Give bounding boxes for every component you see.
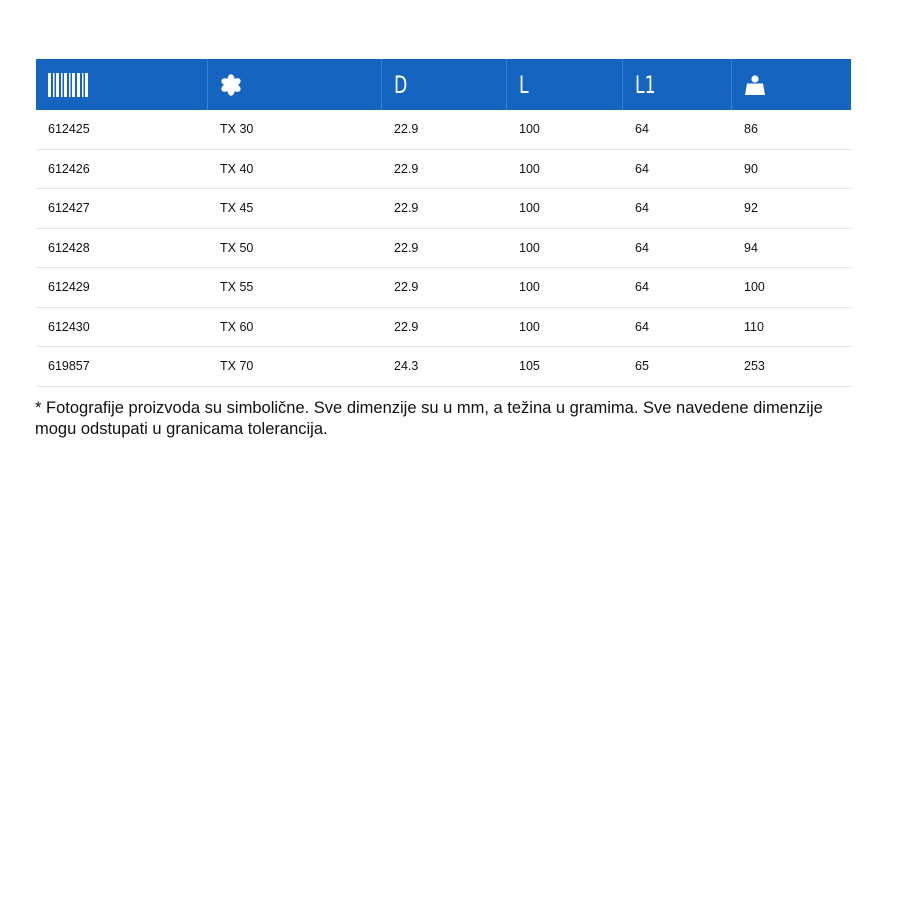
cell-article: 612429 bbox=[48, 280, 90, 295]
header-l bbox=[507, 59, 623, 110]
cell-l1: 64 bbox=[635, 319, 649, 334]
table-row bbox=[36, 308, 851, 348]
cell-l: 100 bbox=[519, 122, 540, 137]
cell-torx: TX 70 bbox=[220, 359, 254, 374]
header-l1 bbox=[623, 59, 732, 110]
cell-torx: TX 30 bbox=[220, 122, 254, 137]
table-row bbox=[36, 150, 851, 190]
cell-weight: 110 bbox=[744, 319, 764, 334]
cell-weight: 92 bbox=[744, 201, 758, 216]
torx-star-icon bbox=[220, 74, 242, 96]
cell-torx: TX 40 bbox=[220, 161, 254, 176]
cell-d: 22.9 bbox=[394, 280, 419, 295]
cell-d: 22.9 bbox=[394, 201, 419, 216]
cell-article: 612426 bbox=[48, 161, 90, 176]
cell-l1: 64 bbox=[635, 201, 649, 216]
weight-icon bbox=[744, 75, 766, 95]
cell-l1: 65 bbox=[635, 359, 649, 374]
table-row bbox=[36, 110, 851, 150]
cell-l: 100 bbox=[519, 201, 540, 216]
cell-article: 612430 bbox=[48, 319, 90, 334]
header-weight bbox=[732, 59, 851, 110]
table-row bbox=[36, 347, 851, 387]
cell-d: 22.9 bbox=[394, 240, 419, 255]
header-article-number bbox=[36, 59, 208, 110]
cell-weight: 86 bbox=[744, 122, 758, 137]
header-l-label: L bbox=[519, 70, 529, 99]
cell-torx: TX 55 bbox=[220, 280, 254, 295]
header-l1-label: L1 bbox=[635, 70, 656, 99]
cell-l1: 64 bbox=[635, 240, 649, 255]
cell-l: 105 bbox=[519, 359, 540, 374]
cell-l1: 64 bbox=[635, 122, 649, 137]
cell-article: 619857 bbox=[48, 359, 90, 374]
cell-l: 100 bbox=[519, 280, 540, 295]
table-header bbox=[36, 59, 851, 110]
cell-l1: 64 bbox=[635, 280, 649, 295]
cell-weight: 90 bbox=[744, 161, 758, 176]
cell-weight: 100 bbox=[744, 280, 765, 295]
cell-article: 612427 bbox=[48, 201, 90, 216]
cell-l1: 64 bbox=[635, 161, 649, 176]
cell-d: 22.9 bbox=[394, 319, 419, 334]
footnote: * Fotografije proizvoda su simbolične. Sve dimenzije su u mm, a težina u gramima. Sve navedene dimenzije mogu odstupati u granicama tolerancija. bbox=[35, 399, 823, 438]
cell-torx: TX 60 bbox=[220, 319, 254, 334]
table-row bbox=[36, 189, 851, 229]
cell-d: 24.3 bbox=[394, 359, 419, 374]
cell-article: 612428 bbox=[48, 240, 90, 255]
cell-d: 22.9 bbox=[394, 161, 419, 176]
spec-table bbox=[36, 59, 851, 387]
cell-l: 100 bbox=[519, 319, 540, 334]
table-row bbox=[36, 268, 851, 308]
barcode-icon bbox=[48, 73, 92, 97]
cell-torx: TX 50 bbox=[220, 240, 254, 255]
cell-weight: 94 bbox=[744, 240, 758, 255]
cell-l: 100 bbox=[519, 161, 540, 176]
header-torx-size bbox=[208, 59, 382, 110]
cell-l: 100 bbox=[519, 240, 540, 255]
cell-torx: TX 45 bbox=[220, 201, 254, 216]
header-d-label: D bbox=[394, 70, 408, 99]
table-row bbox=[36, 229, 851, 269]
cell-d: 22.9 bbox=[394, 122, 419, 137]
header-d bbox=[382, 59, 507, 110]
cell-article: 612425 bbox=[48, 122, 90, 137]
cell-weight: 253 bbox=[744, 359, 765, 374]
